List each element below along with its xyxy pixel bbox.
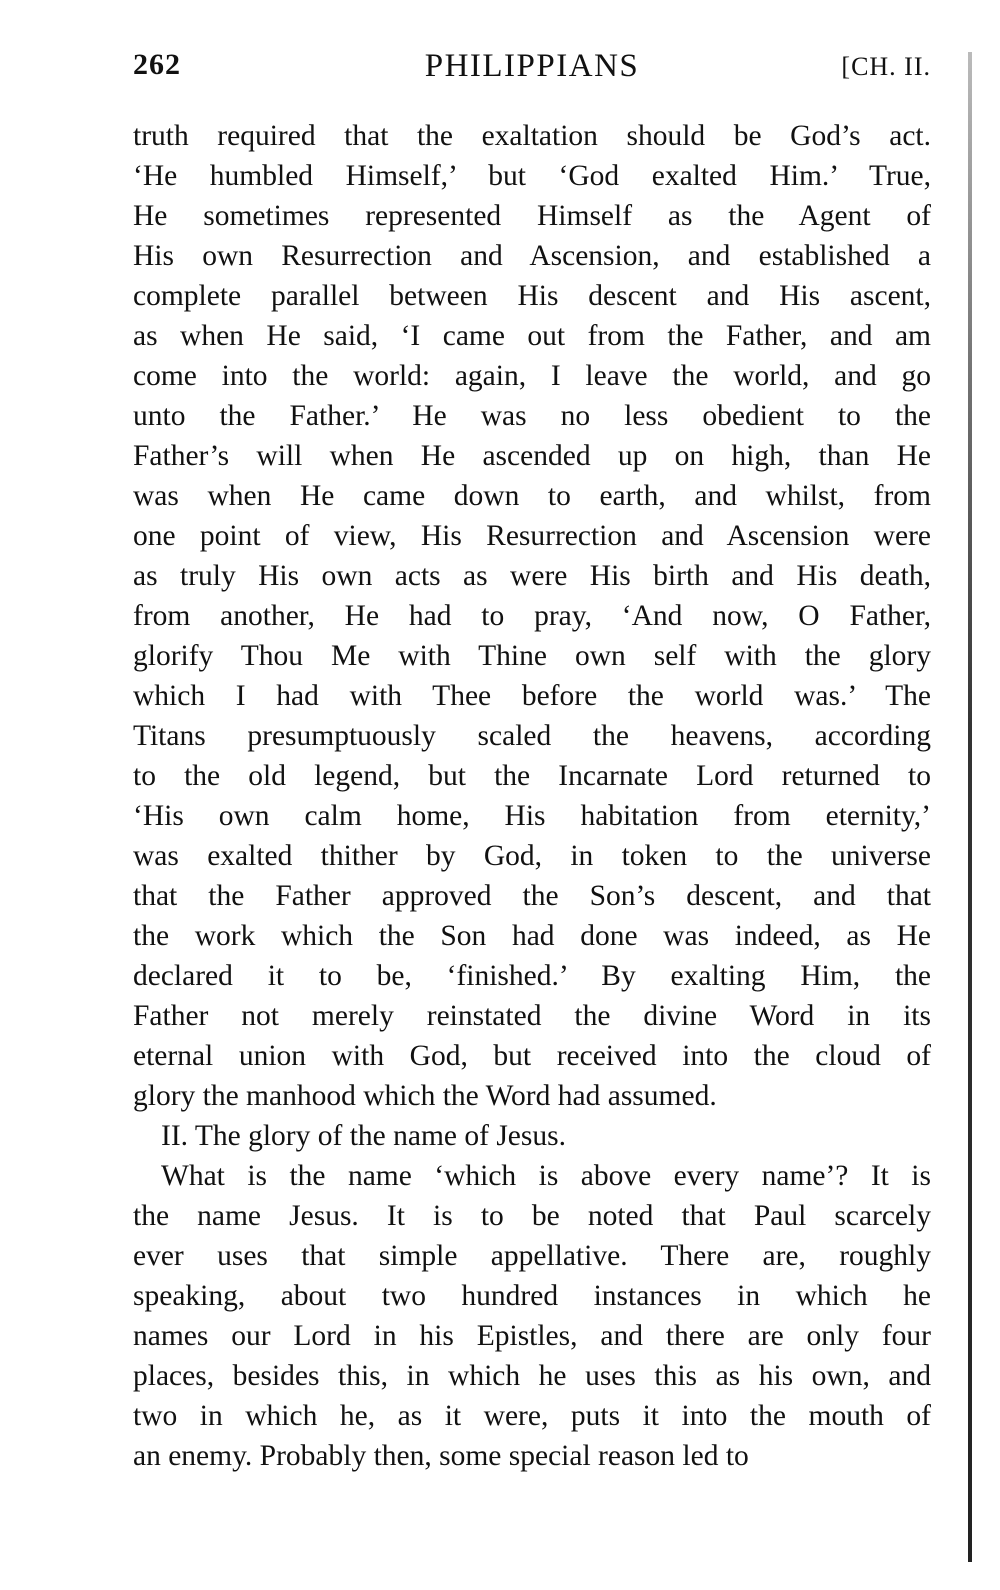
paragraph bbox=[133, 1156, 931, 1476]
text-line: declared it to be, ‘finished.’ By exalting Him, the bbox=[133, 960, 931, 992]
text-line: two in which he, as it were, puts it into the mouth of bbox=[133, 1400, 931, 1432]
text-line: glorify Thou Me with Thine own self with the glory bbox=[133, 640, 931, 672]
text-line: unto the Father.’ He was no less obedient to the bbox=[133, 400, 931, 432]
text-line: was exalted thither by God, in token to the universe bbox=[133, 840, 931, 872]
text-line: Father not merely reinstated the divine Word in its bbox=[133, 1000, 931, 1032]
text-line: was when He came down to earth, and whilst, from bbox=[133, 480, 931, 512]
text-line: as when He said, ‘I came out from the Father, and am bbox=[133, 320, 931, 352]
text-line: ever uses that simple appellative. There are, roughly bbox=[133, 1240, 931, 1272]
text-line: an enemy. Probably then, some special reason led to bbox=[133, 1440, 749, 1472]
text-line: speaking, about two hundred instances in which he bbox=[133, 1280, 931, 1312]
text-line: His own Resurrection and Ascension, and established a bbox=[133, 240, 931, 272]
text-line: the work which the Son had done was indeed, as He bbox=[133, 920, 931, 952]
text-line: truth required that the exaltation should be God’s act. bbox=[133, 120, 931, 152]
chapter-reference: [CH. II. bbox=[841, 52, 931, 81]
page-number: 262 bbox=[133, 48, 181, 81]
page-edge-shadow bbox=[968, 52, 972, 1562]
text-line: names our Lord in his Epistles, and there are only four bbox=[133, 1320, 931, 1352]
text-line: ‘He humbled Himself,’ but ‘God exalted Him.’ True, bbox=[133, 160, 931, 192]
text-line: He sometimes represented Himself as the Agent of bbox=[133, 200, 931, 232]
text-line: What is the name ‘which is above every name’? It is bbox=[161, 1160, 931, 1192]
text-line: complete parallel between His descent and His ascent, bbox=[133, 280, 931, 312]
paragraph bbox=[133, 116, 931, 1116]
text-line: the name Jesus. It is to be noted that Paul scarcely bbox=[133, 1200, 931, 1232]
text-line: ‘His own calm home, His habitation from eternity,’ bbox=[133, 800, 931, 832]
running-head bbox=[133, 48, 931, 96]
text-line: come into the world: again, I leave the world, and go bbox=[133, 360, 931, 392]
text-line: Father’s will when He ascended up on high, than He bbox=[133, 440, 931, 472]
text-line: places, besides this, in which he uses this as his own, and bbox=[133, 1360, 931, 1392]
text-line: glory the manhood which the Word had assumed. bbox=[133, 1080, 717, 1112]
text-line: which I had with Thee before the world was.’ The bbox=[133, 680, 931, 712]
running-title: PHILIPPIANS bbox=[424, 48, 640, 84]
paragraph bbox=[133, 1116, 931, 1156]
text-line: that the Father approved the Son’s descent, and that bbox=[133, 880, 931, 912]
text-line: one point of view, His Resurrection and Ascension were bbox=[133, 520, 931, 552]
body-text bbox=[133, 116, 931, 1476]
text-line: to the old legend, but the Incarnate Lord returned to bbox=[133, 760, 931, 792]
text-line: eternal union with God, but received into the cloud of bbox=[133, 1040, 931, 1072]
text-line: II. The glory of the name of Jesus. bbox=[161, 1120, 566, 1152]
text-line: from another, He had to pray, ‘And now, O Father, bbox=[133, 600, 931, 632]
text-line: as truly His own acts as were His birth and His death, bbox=[133, 560, 931, 592]
text-line: Titans presumptuously scaled the heavens, according bbox=[133, 720, 931, 752]
